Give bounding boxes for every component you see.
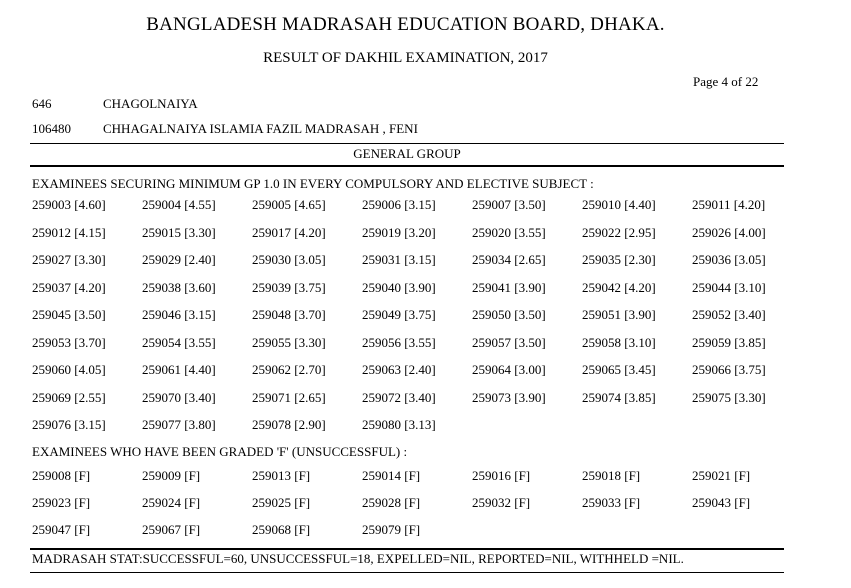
result-entry: 259071 [2.65] [252, 389, 326, 405]
institution-name: CHHAGALNAIYA ISLAMIA FAZIL MADRASAH , FENI [103, 121, 418, 136]
result-entry: 259067 [F] [142, 522, 201, 537]
result-entry: 259008 [F] [32, 468, 91, 483]
result-entry: 259075 [3.30] [692, 389, 766, 405]
result-entry: 259022 [2.95] [582, 224, 656, 240]
result-entry: 259011 [4.20] [692, 197, 766, 212]
result-entry: 259015 [3.30] [142, 224, 216, 240]
result-entry: 259053 [3.70] [32, 334, 106, 350]
divider [30, 548, 784, 550]
result-entry: 259065 [3.45] [582, 362, 656, 377]
result-entry: 259026 [4.00] [692, 224, 766, 240]
result-entry: 259039 [3.75] [252, 279, 326, 295]
failed-section-label: EXAMINEES WHO HAVE BEEN GRADED 'F' (UNSUCCESSFUL) : [32, 444, 408, 459]
result-entry: 259051 [3.90] [582, 307, 656, 322]
result-entry: 259045 [3.50] [32, 307, 106, 322]
result-entry: 259043 [F] [692, 495, 751, 510]
result-entry: 259034 [2.65] [472, 252, 546, 267]
result-entry: 259042 [4.20] [582, 279, 656, 295]
result-entry: 259062 [2.70] [252, 362, 326, 377]
result-entry: 259061 [4.40] [142, 362, 216, 377]
divider [30, 143, 784, 144]
divider [30, 572, 784, 573]
result-entry: 259037 [4.20] [32, 279, 106, 295]
result-entry: 259049 [3.75] [362, 307, 436, 322]
result-entry: 259077 [3.80] [142, 417, 216, 432]
result-entry: 259003 [4.60] [32, 197, 106, 212]
result-entry: 259025 [F] [252, 495, 311, 510]
result-entry: 259054 [3.55] [142, 334, 216, 350]
result-entry: 259066 [3.75] [692, 362, 766, 377]
result-entry: 259007 [3.50] [472, 197, 546, 212]
result-entry: 259072 [3.40] [362, 389, 436, 405]
passed-section-label: EXAMINEES SECURING MINIMUM GP 1.0 IN EVERY COMPULSORY AND ELECTIVE SUBJECT : [32, 176, 594, 191]
result-entry: 259055 [3.30] [252, 334, 326, 350]
result-entry: 259020 [3.55] [472, 224, 546, 240]
result-entry: 259060 [4.05] [32, 362, 106, 377]
result-entry: 259004 [4.55] [142, 197, 216, 212]
thana-name: CHAGOLNAIYA [103, 96, 198, 111]
result-entry: 259048 [3.70] [252, 307, 326, 322]
result-entry: 259010 [4.40] [582, 197, 656, 212]
result-entry: 259057 [3.50] [472, 334, 546, 350]
result-entry: 259076 [3.15] [32, 417, 106, 432]
result-entry: 259012 [4.15] [32, 224, 106, 240]
institution-code: 106480 [32, 121, 71, 136]
result-entry: 259030 [3.05] [252, 252, 326, 267]
result-entry: 259029 [2.40] [142, 252, 216, 267]
result-entry: 259073 [3.90] [472, 389, 546, 405]
result-entry: 259024 [F] [142, 495, 201, 510]
result-entry: 259069 [2.55] [32, 389, 106, 405]
result-entry: 259028 [F] [362, 495, 421, 510]
page-number: Page 4 of 22 [693, 74, 759, 89]
result-entry: 259038 [3.60] [142, 279, 216, 295]
result-entry: 259052 [3.40] [692, 307, 766, 322]
result-entry: 259018 [F] [582, 468, 641, 483]
result-entry: 259033 [F] [582, 495, 641, 510]
result-entry: 259050 [3.50] [472, 307, 546, 322]
result-entry: 259019 [3.20] [362, 224, 436, 240]
result-entry: 259047 [F] [32, 522, 91, 537]
result-entry: 259041 [3.90] [472, 279, 546, 295]
exam-title: RESULT OF DAKHIL EXAMINATION, 2017 [263, 50, 548, 66]
result-entry: 259080 [3.13] [362, 417, 436, 432]
result-entry: 259006 [3.15] [362, 197, 436, 212]
result-entry: 259032 [F] [472, 495, 531, 510]
result-entry: 259078 [2.90] [252, 417, 326, 432]
result-entry: 259074 [3.85] [582, 389, 656, 405]
result-entry: 259013 [F] [252, 468, 311, 483]
result-entry: 259036 [3.05] [692, 252, 766, 267]
madrasah-stat: MADRASAH STAT:SUCCESSFUL=60, UNSUCCESSFUL=18, EXPELLED=NIL, REPORTED=NIL, WITHHELD =NIL. [32, 551, 684, 566]
thana-code: 646 [32, 96, 52, 111]
result-entry: 259063 [2.40] [362, 362, 436, 377]
result-entry: 259064 [3.00] [472, 362, 546, 377]
result-entry: 259005 [4.65] [252, 197, 326, 212]
result-entry: 259035 [2.30] [582, 252, 656, 267]
result-entry: 259021 [F] [692, 468, 751, 483]
result-entry: 259027 [3.30] [32, 252, 106, 267]
result-entry: 259031 [3.15] [362, 252, 436, 267]
result-entry: 259058 [3.10] [582, 334, 656, 350]
result-entry: 259044 [3.10] [692, 279, 766, 295]
board-title: BANGLADESH MADRASAH EDUCATION BOARD, DHAKA. [146, 14, 665, 35]
result-entry: 259014 [F] [362, 468, 421, 483]
result-entry: 259040 [3.90] [362, 279, 436, 295]
result-entry: 259070 [3.40] [142, 389, 216, 405]
group-heading: GENERAL GROUP [353, 146, 461, 161]
result-entry: 259056 [3.55] [362, 334, 436, 350]
result-entry: 259023 [F] [32, 495, 91, 510]
result-entry: 259079 [F] [362, 522, 421, 537]
result-entry: 259016 [F] [472, 468, 531, 483]
result-entry: 259059 [3.85] [692, 334, 766, 350]
result-entry: 259017 [4.20] [252, 224, 326, 240]
result-entry: 259068 [F] [252, 522, 311, 537]
divider [30, 165, 784, 167]
result-entry: 259046 [3.15] [142, 307, 216, 322]
result-entry: 259009 [F] [142, 468, 201, 483]
